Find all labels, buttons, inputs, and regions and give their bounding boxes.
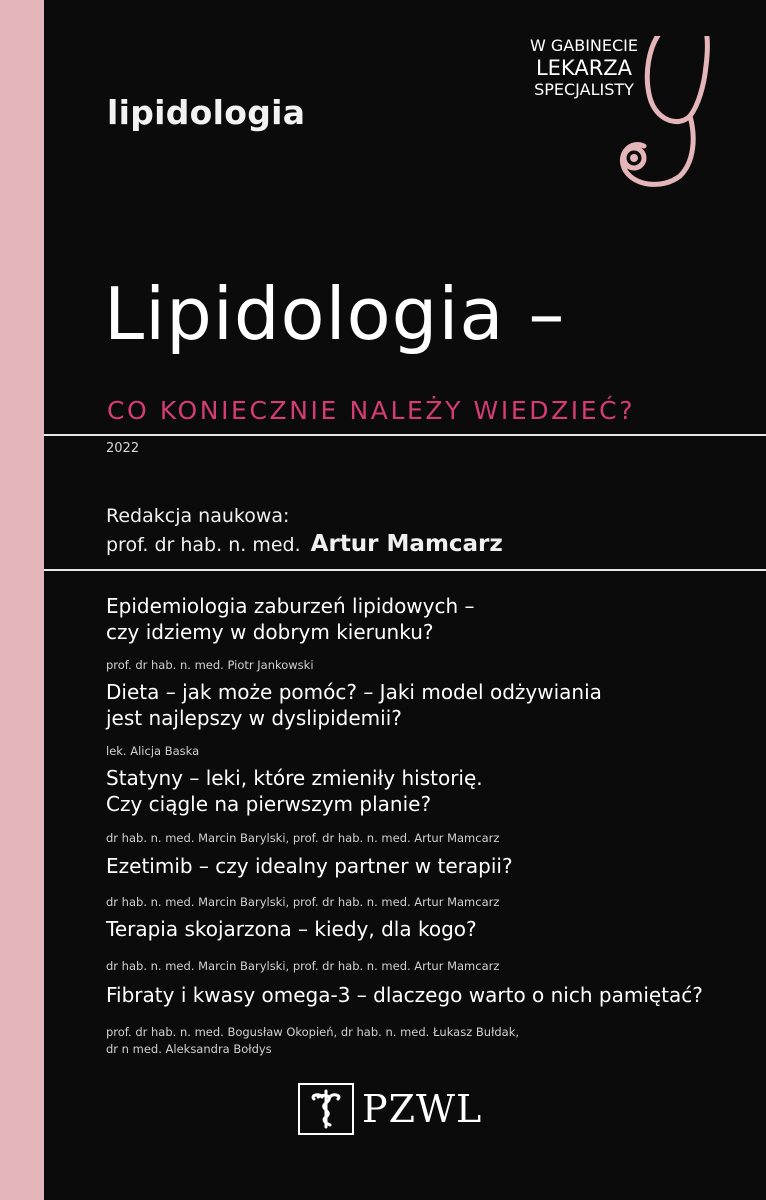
series-label: lipidologia: [107, 93, 306, 132]
cover-spine: [0, 0, 44, 1200]
editor-label: Redakcja naukowa:: [106, 505, 290, 527]
book-title: Lipidologia –: [104, 272, 566, 356]
chapter-author: dr hab. n. med. Marcin Barylski, prof. dr hab. n. med. Artur Mamcarz: [106, 895, 500, 909]
book-subtitle: CO KONIECZNIE NALEŻY WIEDZIEĆ?: [107, 396, 636, 425]
chapter-title: [106, 765, 483, 817]
editor-prefix: prof. dr hab. n. med.: [106, 534, 301, 556]
chapter-title-line: czy idziemy w dobrym kierunku?: [106, 620, 434, 644]
badge-line-3: SPECJALISTY: [534, 80, 634, 99]
chapter-author: [106, 1024, 519, 1058]
chapter-title: Fibraty i kwasy omega-3 – dlaczego warto o nich pamiętać?: [106, 983, 703, 1007]
badge-line-2: LEKARZA: [535, 56, 633, 80]
pzwl-logo-icon: [298, 1083, 354, 1135]
chapter-author: lek. Alicja Baska: [106, 744, 200, 758]
editor-line: [106, 531, 503, 557]
publisher-logo: [298, 1083, 488, 1139]
chapter-author-line: dr n med. Aleksandra Bołdys: [106, 1042, 272, 1056]
chapter-title: Terapia skojarzona – kiedy, dla kogo?: [106, 917, 477, 941]
chapter-title-line: jest najlepszy w dyslipidemii?: [106, 706, 402, 730]
stethoscope-icon: [520, 36, 760, 196]
chapter-title-line: Dieta – jak może pomóc? – Jaki model odżywiania: [106, 680, 602, 704]
editor-name: Artur Mamcarz: [310, 531, 503, 557]
chapter-author: dr hab. n. med. Marcin Barylski, prof. dr hab. n. med. Artur Mamcarz: [106, 831, 500, 845]
chapter-title: Ezetimib – czy idealny partner w terapii?: [106, 854, 513, 878]
divider-top: [44, 434, 766, 436]
publisher-name: PZWL: [362, 1087, 483, 1131]
chapter-author: prof. dr hab. n. med. Piotr Jankowski: [106, 658, 314, 672]
series-badge: [520, 36, 760, 196]
publication-year: 2022: [106, 441, 140, 456]
badge-line-1: W GABINECIE: [529, 36, 639, 55]
chapter-title: [106, 679, 602, 731]
chapter-title-line: Czy ciągle na pierwszym planie?: [106, 792, 432, 816]
chapter-title: [106, 593, 475, 645]
chapter-title-line: Epidemiologia zaburzeń lipidowych –: [106, 594, 475, 618]
divider-bottom: [44, 569, 766, 571]
chapter-author-line: prof. dr hab. n. med. Bogusław Okopień, dr hab. n. med. Łukasz Bułdak,: [106, 1025, 520, 1039]
chapter-author: dr hab. n. med. Marcin Barylski, prof. dr hab. n. med. Artur Mamcarz: [106, 959, 500, 973]
chapter-title-line: Statyny – leki, które zmieniły historię.: [106, 766, 483, 790]
